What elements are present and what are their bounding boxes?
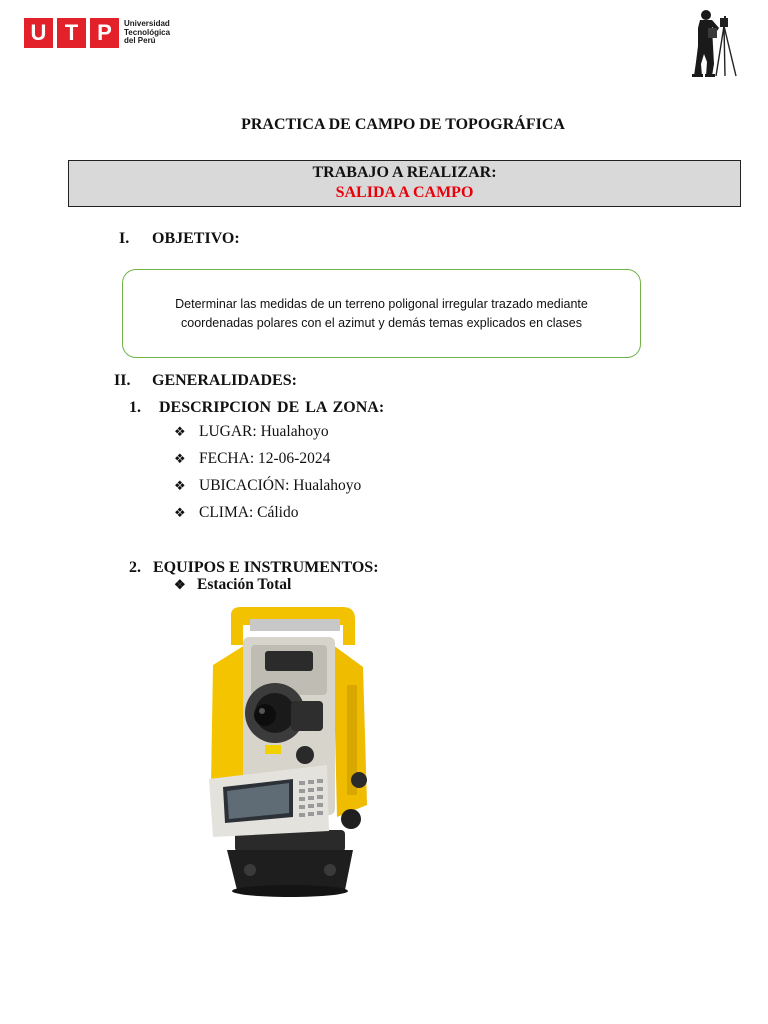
- diamond-bullet-icon: ❖: [174, 424, 186, 439]
- utp-logo: [24, 18, 170, 48]
- list-item-text: LUGAR: Hualahoyo: [199, 423, 329, 440]
- diamond-bullet-icon: ❖: [174, 577, 186, 592]
- list-item-text: CLIMA: Cálido: [199, 504, 299, 521]
- list-item-text: FECHA: 12-06-2024: [199, 450, 331, 467]
- list-item: [174, 450, 330, 468]
- task-box: [68, 160, 741, 207]
- document-title: PRACTICA DE CAMPO DE TOPOGRÁFICA: [241, 116, 565, 133]
- section-1-title: OBJETIVO:: [152, 230, 240, 247]
- list-item-text: UBICACIÓN: Hualahoyo: [199, 477, 362, 494]
- list-item: [174, 576, 291, 594]
- subsection-equipment-title: 2. EQUIPOS E INSTRUMENTOS:: [129, 559, 379, 576]
- diamond-bullet-icon: ❖: [174, 505, 186, 520]
- list-item-text: Estación Total: [197, 576, 292, 593]
- task-subheading: SALIDA A CAMPO: [335, 184, 474, 201]
- logo-university-name: Universidad Tecnológica del Perú: [124, 19, 171, 46]
- subsection-zone-description-title: 1. DESCRIPCION DE LA ZONA:: [129, 399, 385, 416]
- logo-letter-u: U: [24, 18, 53, 48]
- logo-letter-p: P: [90, 18, 119, 48]
- list-item: [174, 423, 329, 441]
- total-station-image: [195, 605, 377, 902]
- list-item: [174, 504, 298, 522]
- section-2-number: II.: [114, 372, 131, 389]
- objective-box: [122, 269, 641, 358]
- diamond-bullet-icon: ❖: [174, 478, 186, 493]
- diamond-bullet-icon: ❖: [174, 451, 186, 466]
- objective-text: Determinar las medidas de un terreno poligonal irregular trazado mediante coordenadas polares con el azimut y demás temas explicados en clases: [175, 296, 588, 330]
- list-item: [174, 477, 361, 495]
- logo-letter-t: T: [57, 18, 86, 48]
- section-1-number: I.: [119, 230, 130, 247]
- task-heading: TRABAJO A REALIZAR:: [312, 164, 497, 181]
- section-2-title: GENERALIDADES:: [152, 372, 297, 389]
- surveyor-icon: [686, 6, 740, 78]
